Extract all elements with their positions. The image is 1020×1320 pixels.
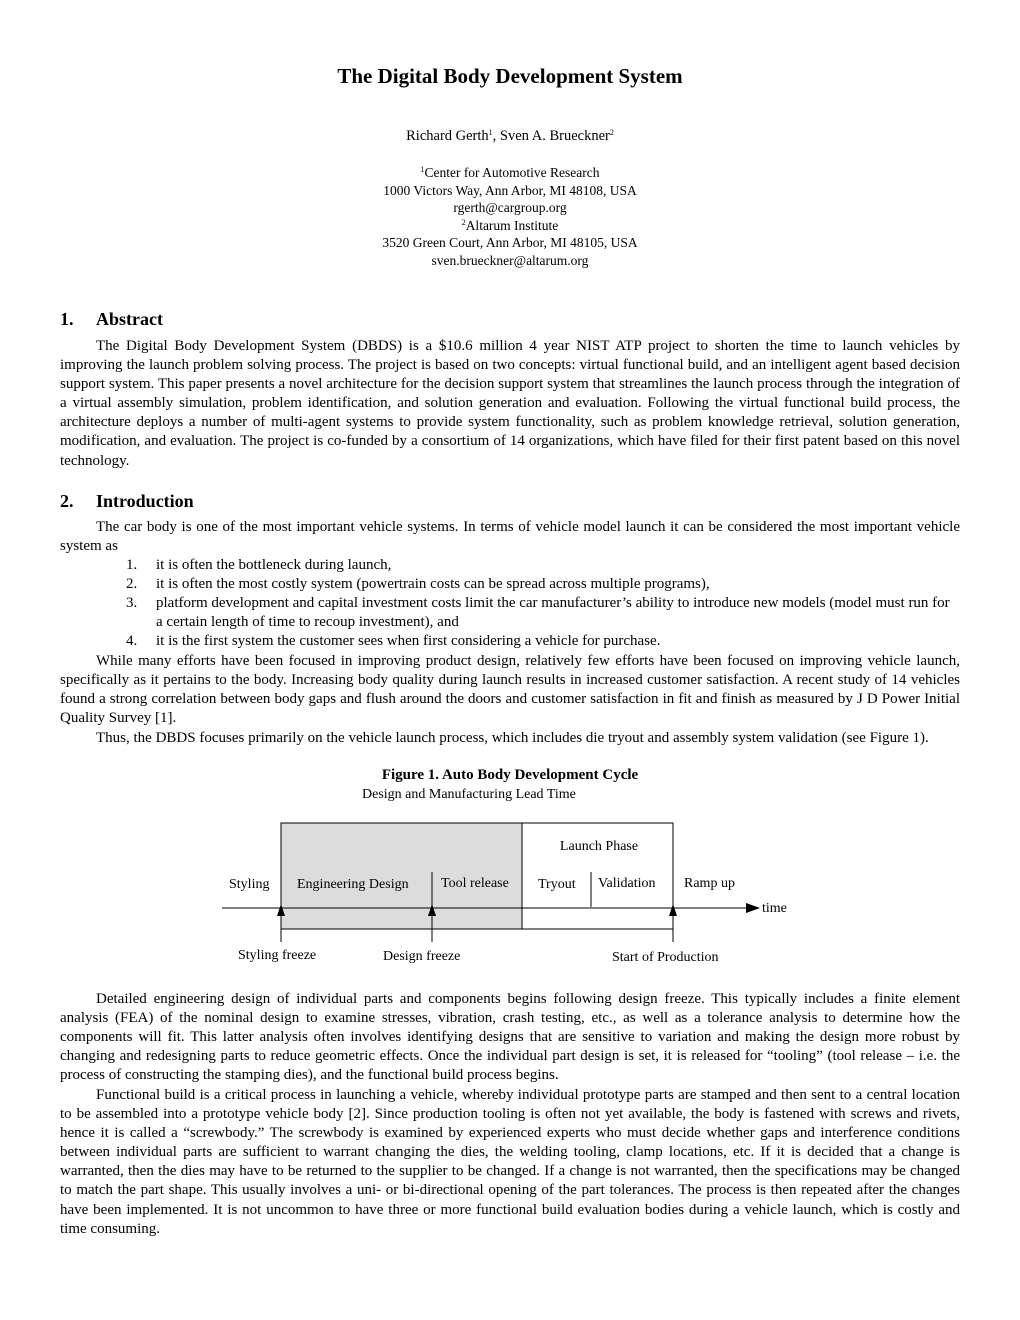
author-gerth-affil-mark: 1 <box>488 128 493 137</box>
author-brueckner: Sven A. Brueckner <box>499 128 610 144</box>
intro-paragraph-5: Functional build is a critical process in launching a vehicle, whereby individual prototype parts are stamped and then sent to a central location to be assembled into a prototype vehicle body [2]. Since production tooling is often not yet available, the body is fastened with screws and rivets, hence it is called a “screwbody.” The screwbody is examined by experienced experts who must decide whether gaps and interference conditions between individual parts are sufficient to warrant changing the dies, the welding tooling, clamp locations, etc. If it is decided that a change is warranted, then the dies may have to be returned to the supplier to be changed. If a change is not warranted, then the specifications may be changed to match the part shape. This usually involves a uni- or bi-directional opening of the part tolerances. The process is then repeated after the changes have been implemented. It is not uncommon to have three or more functional build evaluation bodies during a vehicle launch, which is costly and time consuming. <box>60 1087 960 1237</box>
figure-subtitle: Design and Manufacturing Lead Time <box>362 787 576 802</box>
time-axis-arrowhead <box>746 903 760 913</box>
figure-caption: Figure 1. Auto Body Development Cycle <box>381 767 639 783</box>
list-item-number: 4. <box>126 633 138 650</box>
section-number: 1. <box>60 309 74 329</box>
author-brueckner-affil-mark: 2 <box>609 128 614 137</box>
affil-2-address: 3520 Green Court, Ann Arbor, MI 48105, USA <box>382 235 638 251</box>
paper-title: The Digital Body Development System <box>337 64 683 88</box>
section-number: 2. <box>60 491 74 511</box>
phase-engineering-design: Engineering Design <box>297 877 409 892</box>
time-axis-label: time <box>762 901 787 916</box>
list-item-number: 2. <box>126 576 138 593</box>
section-title: Abstract <box>96 309 163 329</box>
list-item-text: it is the first system the customer sees when first considering a vehicle for purchase. <box>156 633 661 650</box>
milestone-styling-freeze: Styling freeze <box>238 948 317 963</box>
list-item-text: it is often the bottleneck during launch, <box>156 557 392 573</box>
phase-validation: Validation <box>598 876 656 891</box>
affil-1-address: 1000 Victors Way, Ann Arbor, MI 48108, USA <box>383 182 637 198</box>
list-item-text: platform development and capital investment costs limit the car manufacturer’s ability to introduce new models (model must run for a certain length of time to recoup investment), and <box>156 595 950 631</box>
author-gerth: Richard Gerth <box>406 128 489 144</box>
affil-2-email: sven.brueckner@altarum.org <box>431 252 589 268</box>
section-title: Introduction <box>96 491 194 511</box>
affil-1-mark: 1 <box>420 165 425 174</box>
list-item-text: it is often the most costly system (powertrain costs can be spread across multiple programs), <box>156 576 710 593</box>
milestone-design-freeze: Design freeze <box>383 949 461 964</box>
affil-2-mark: 2 <box>461 217 466 227</box>
affil-1-name: Center for Automotive Research <box>424 165 600 180</box>
milestone-start-of-production: Start of Production <box>612 950 719 965</box>
abstract-paragraph: The Digital Body Development System (DBDS) is a $10.6 million 4 year NIST ATP project to shorten the time to launch vehicles by improving the launch problem solving process. The project is based on two concepts: virtual functional build, and an intelligent agent based decision support system. This paper presents a novel architecture for the decision support system that streamlines the launch process through the integration of a virtual assembly simulation, problem identification, and solution generation and evaluation. Following the virtual functional build process, the architecture deploys a number of multi-agent systems to provide system functionality, such as problem knowledge retrieval, solution generation, modification, and evaluation. The project is co-funded by a consortium of 14 organizations, which have filed for their first patent based on this novel technology. <box>60 338 960 469</box>
author-separator: , <box>492 128 500 144</box>
list-item-number: 1. <box>126 557 138 573</box>
affil-2-name: Altarum Institute <box>465 217 559 233</box>
phase-ramp-up: Ramp up <box>684 876 735 891</box>
phase-tryout: Tryout <box>538 877 576 892</box>
affil-1-email: rgerth@cargroup.org <box>453 200 567 216</box>
launch-phase-label: Launch Phase <box>559 839 639 854</box>
phase-styling: Styling <box>229 877 270 892</box>
intro-paragraph-1: The car body is one of the most important vehicle systems. In terms of vehicle model launch it can be considered the most important vehicle system as <box>60 519 960 555</box>
list-item-number: 3. <box>126 595 138 612</box>
intro-paragraph-4: Detailed engineering design of individual parts and components begins following design freeze. This typically includes a finite element analysis (FEA) of the nominal design to examine stresses, vibration, crash testing, etc., as well as a tolerance analysis to determine how the components will fit. This latter analysis often involves identifying designs that are sensitive to variation and making the design more robust by changing and redesigning parts to reduce geometric effects. Once the individual part design is set, it is released for “tooling” (tool release – i.e. the process of constructing the stamping dies), and the functional build process begins. <box>60 991 960 1084</box>
intro-paragraph-2: While many efforts have been focused in improving product design, relatively few efforts have been focused on improving vehicle launch, specifically as it pertains to the body. Increasing body quality during launch results in increased customer satisfaction. A recent study of 14 vehicles found a strong correlation between body gaps and flush around the doors and customer satisfaction in fit and finish as measured by J D Power Initial Quality Survey [1]. <box>60 653 960 727</box>
phase-tool-release: Tool release <box>441 876 509 891</box>
intro-paragraph-3: Thus, the DBDS focuses primarily on the vehicle launch process, which includes die tryout and assembly system validation (see Figure 1). <box>96 730 929 746</box>
